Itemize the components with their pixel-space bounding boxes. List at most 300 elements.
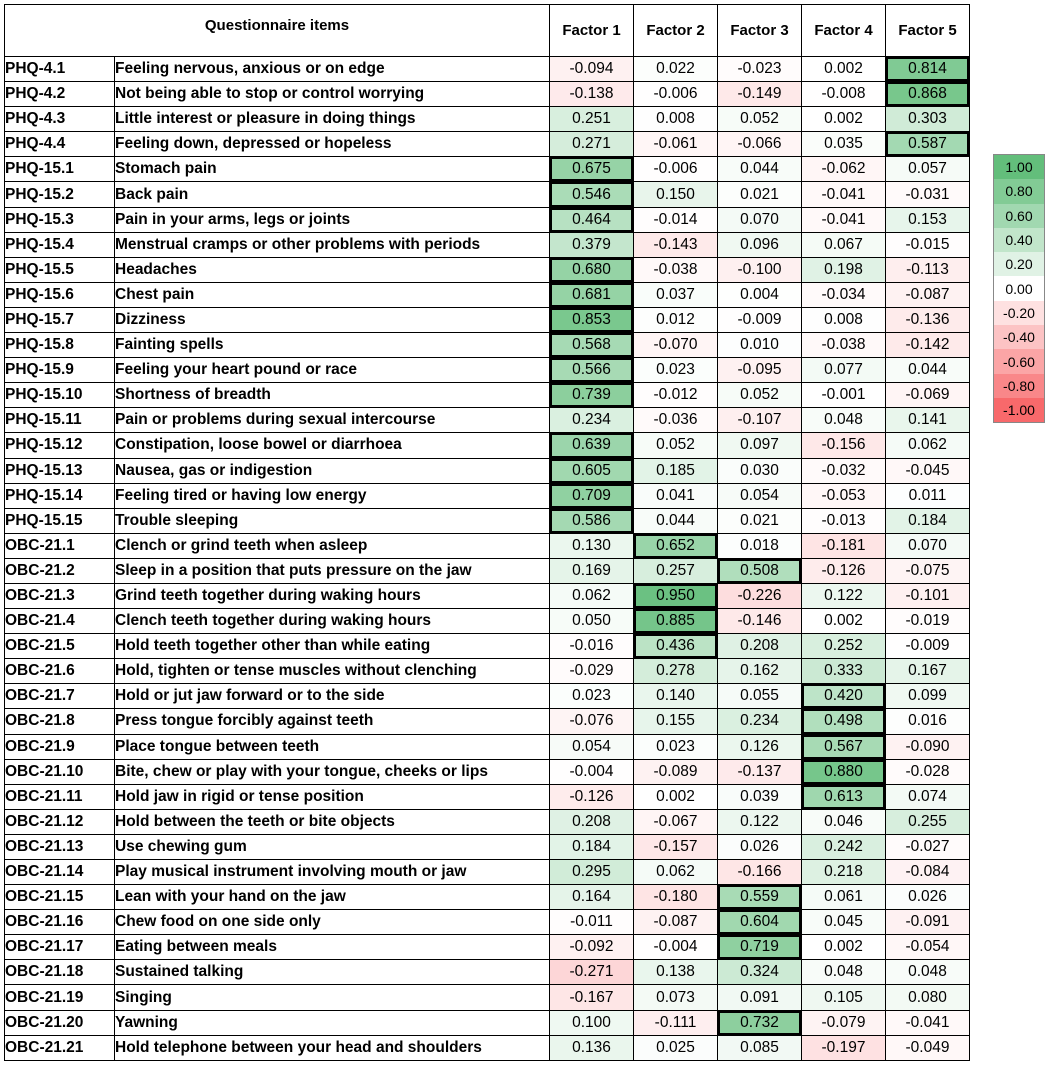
- table-row: [5, 157, 970, 182]
- table-row: [5, 985, 970, 1010]
- loading-cell: -0.146: [718, 609, 802, 634]
- loading-cell: -0.095: [718, 358, 802, 383]
- loading-cell: 0.030: [718, 458, 802, 483]
- factor-loadings-table: [4, 4, 970, 1061]
- table-row: [5, 107, 970, 132]
- loading-cell: 0.018: [718, 533, 802, 558]
- loading-cell: 0.155: [634, 709, 718, 734]
- item-label: Bite, chew or play with your tongue, cheeks or lips: [115, 759, 550, 784]
- table-row: [5, 408, 970, 433]
- loading-cell: 0.044: [886, 358, 970, 383]
- loading-cell: 0.639: [550, 433, 634, 458]
- loading-cell: 0.011: [886, 483, 970, 508]
- item-code: PHQ-15.4: [5, 232, 115, 257]
- item-code: PHQ-4.1: [5, 57, 115, 82]
- table-row: [5, 659, 970, 684]
- loading-cell: 0.052: [718, 383, 802, 408]
- loading-cell: -0.014: [634, 207, 718, 232]
- item-code: OBC-21.13: [5, 834, 115, 859]
- loading-cell: 0.004: [718, 282, 802, 307]
- loading-cell: 0.680: [550, 257, 634, 282]
- loading-cell: -0.029: [550, 659, 634, 684]
- loading-cell: 0.732: [718, 1010, 802, 1035]
- loading-cell: 0.067: [802, 232, 886, 257]
- item-label: Hold or jut jaw forward or to the side: [115, 684, 550, 709]
- loading-cell: 0.057: [886, 157, 970, 182]
- loading-cell: 0.379: [550, 232, 634, 257]
- loading-cell: 0.739: [550, 383, 634, 408]
- loading-cell: -0.181: [802, 533, 886, 558]
- item-label: Sleep in a position that puts pressure on the jaw: [115, 558, 550, 583]
- loading-cell: -0.100: [718, 257, 802, 282]
- loading-cell: -0.076: [550, 709, 634, 734]
- loading-cell: 0.099: [886, 684, 970, 709]
- loading-cell: 0.045: [802, 910, 886, 935]
- loading-cell: 0.604: [718, 910, 802, 935]
- loading-cell: 0.046: [802, 809, 886, 834]
- table-body: [5, 57, 970, 1061]
- item-label: Pain in your arms, legs or joints: [115, 207, 550, 232]
- item-label: Menstrual cramps or other problems with periods: [115, 232, 550, 257]
- table-row: [5, 860, 970, 885]
- item-code: OBC-21.18: [5, 960, 115, 985]
- loading-cell: -0.092: [550, 935, 634, 960]
- loading-cell: -0.036: [634, 408, 718, 433]
- item-label: Dizziness: [115, 307, 550, 332]
- table-row: [5, 734, 970, 759]
- item-label: Back pain: [115, 182, 550, 207]
- loading-cell: 0.420: [802, 684, 886, 709]
- loading-cell: -0.054: [886, 935, 970, 960]
- loading-cell: 0.026: [886, 885, 970, 910]
- item-code: OBC-21.8: [5, 709, 115, 734]
- loading-cell: -0.087: [634, 910, 718, 935]
- item-code: PHQ-15.3: [5, 207, 115, 232]
- table-row: [5, 533, 970, 558]
- item-label: Sustained talking: [115, 960, 550, 985]
- loading-cell: 0.136: [550, 1035, 634, 1060]
- loading-cell: -0.013: [802, 508, 886, 533]
- loading-cell: -0.067: [634, 809, 718, 834]
- item-label: Place tongue between teeth: [115, 734, 550, 759]
- legend-swatch: 0.40: [994, 228, 1045, 252]
- loading-cell: 0.055: [718, 684, 802, 709]
- loading-cell: 0.002: [634, 784, 718, 809]
- item-code: OBC-21.9: [5, 734, 115, 759]
- loading-cell: -0.069: [886, 383, 970, 408]
- item-code: OBC-21.21: [5, 1035, 115, 1060]
- item-code: PHQ-15.14: [5, 483, 115, 508]
- loading-cell: -0.271: [550, 960, 634, 985]
- item-label: Singing: [115, 985, 550, 1010]
- loading-cell: 0.073: [634, 985, 718, 1010]
- loading-cell: -0.156: [802, 433, 886, 458]
- loading-cell: 0.122: [802, 583, 886, 608]
- header-factor-2: Factor 2: [634, 5, 718, 57]
- loading-cell: 0.037: [634, 282, 718, 307]
- item-label: Yawning: [115, 1010, 550, 1035]
- loading-cell: 0.085: [718, 1035, 802, 1060]
- loading-cell: 0.255: [886, 809, 970, 834]
- item-label: Hold teeth together other than while eating: [115, 634, 550, 659]
- loading-cell: -0.023: [718, 57, 802, 82]
- item-code: PHQ-15.10: [5, 383, 115, 408]
- loading-cell: -0.062: [802, 157, 886, 182]
- loading-cell: -0.137: [718, 759, 802, 784]
- loading-cell: 0.252: [802, 634, 886, 659]
- item-label: Play musical instrument involving mouth or jaw: [115, 860, 550, 885]
- table-row: [5, 809, 970, 834]
- loading-cell: 0.150: [634, 182, 718, 207]
- loading-cell: -0.084: [886, 860, 970, 885]
- item-label: Pain or problems during sexual intercourse: [115, 408, 550, 433]
- item-code: PHQ-15.7: [5, 307, 115, 332]
- item-label: Press tongue forcibly against teeth: [115, 709, 550, 734]
- item-code: OBC-21.19: [5, 985, 115, 1010]
- loading-cell: -0.008: [802, 82, 886, 107]
- loading-cell: 0.002: [802, 609, 886, 634]
- loading-cell: 0.044: [634, 508, 718, 533]
- item-code: OBC-21.5: [5, 634, 115, 659]
- loading-cell: 0.021: [718, 508, 802, 533]
- loading-cell: 0.122: [718, 809, 802, 834]
- loading-cell: 0.130: [550, 533, 634, 558]
- item-label: Fainting spells: [115, 333, 550, 358]
- loading-cell: 0.077: [802, 358, 886, 383]
- table-row: [5, 82, 970, 107]
- loading-cell: -0.157: [634, 834, 718, 859]
- loading-cell: -0.066: [718, 132, 802, 157]
- table-row: [5, 609, 970, 634]
- item-label: Feeling nervous, anxious or on edge: [115, 57, 550, 82]
- table-row: [5, 182, 970, 207]
- loading-cell: -0.126: [550, 784, 634, 809]
- loading-cell: 0.605: [550, 458, 634, 483]
- loading-cell: 0.022: [634, 57, 718, 82]
- loading-cell: -0.167: [550, 985, 634, 1010]
- loading-cell: -0.101: [886, 583, 970, 608]
- item-code: PHQ-15.11: [5, 408, 115, 433]
- loading-cell: 0.008: [634, 107, 718, 132]
- loading-cell: 0.016: [886, 709, 970, 734]
- item-code: OBC-21.14: [5, 860, 115, 885]
- loading-cell: 0.436: [634, 634, 718, 659]
- loading-cell: 0.885: [634, 609, 718, 634]
- loading-cell: 0.303: [886, 107, 970, 132]
- item-code: PHQ-4.4: [5, 132, 115, 157]
- table-row: [5, 282, 970, 307]
- loading-cell: -0.015: [886, 232, 970, 257]
- item-code: OBC-21.12: [5, 809, 115, 834]
- table-row: [5, 307, 970, 332]
- loading-cell: 0.039: [718, 784, 802, 809]
- loading-cell: 0.185: [634, 458, 718, 483]
- loading-cell: 0.162: [718, 659, 802, 684]
- item-code: PHQ-15.12: [5, 433, 115, 458]
- item-label: Nausea, gas or indigestion: [115, 458, 550, 483]
- table-row: [5, 132, 970, 157]
- header-factor-3: Factor 3: [718, 5, 802, 57]
- loading-cell: 0.464: [550, 207, 634, 232]
- loading-cell: 0.613: [802, 784, 886, 809]
- item-label: Clench teeth together during waking hours: [115, 609, 550, 634]
- table-row: [5, 759, 970, 784]
- loading-cell: 0.048: [802, 408, 886, 433]
- loading-cell: 0.140: [634, 684, 718, 709]
- loading-cell: 0.184: [550, 834, 634, 859]
- table-row: [5, 834, 970, 859]
- loading-cell: -0.138: [550, 82, 634, 107]
- table-row: [5, 232, 970, 257]
- loading-cell: -0.090: [886, 734, 970, 759]
- item-label: Grind teeth together during waking hours: [115, 583, 550, 608]
- loading-cell: 0.052: [718, 107, 802, 132]
- table-row: [5, 483, 970, 508]
- item-code: OBC-21.1: [5, 533, 115, 558]
- item-label: Lean with your hand on the jaw: [115, 885, 550, 910]
- legend-swatch: 0.60: [994, 204, 1045, 228]
- table-row: [5, 358, 970, 383]
- loading-cell: 0.096: [718, 232, 802, 257]
- color-scale-legend: [993, 154, 1045, 423]
- loading-cell: -0.006: [634, 157, 718, 182]
- loading-cell: 0.234: [550, 408, 634, 433]
- loading-cell: -0.001: [802, 383, 886, 408]
- loading-cell: 0.271: [550, 132, 634, 157]
- loading-cell: 0.035: [802, 132, 886, 157]
- loading-cell: -0.004: [550, 759, 634, 784]
- table-row: [5, 433, 970, 458]
- loading-cell: 0.052: [634, 433, 718, 458]
- loading-cell: 0.097: [718, 433, 802, 458]
- table-row: [5, 558, 970, 583]
- item-code: OBC-21.10: [5, 759, 115, 784]
- table-row: [5, 709, 970, 734]
- loading-cell: 0.138: [634, 960, 718, 985]
- loading-cell: 0.880: [802, 759, 886, 784]
- loading-cell: 0.054: [550, 734, 634, 759]
- table-row: [5, 508, 970, 533]
- legend-swatch: -0.40: [994, 325, 1045, 349]
- loading-cell: 0.070: [886, 533, 970, 558]
- loading-cell: 0.198: [802, 257, 886, 282]
- loading-cell: 0.002: [802, 57, 886, 82]
- item-code: OBC-21.17: [5, 935, 115, 960]
- item-label: Stomach pain: [115, 157, 550, 182]
- loading-cell: 0.153: [886, 207, 970, 232]
- loading-cell: 0.091: [718, 985, 802, 1010]
- loading-cell: 0.048: [802, 960, 886, 985]
- loading-cell: 0.050: [550, 609, 634, 634]
- loading-cell: 0.021: [718, 182, 802, 207]
- table-row: [5, 207, 970, 232]
- table-row: [5, 1010, 970, 1035]
- loading-cell: -0.053: [802, 483, 886, 508]
- item-label: Hold between the teeth or bite objects: [115, 809, 550, 834]
- item-code: OBC-21.3: [5, 583, 115, 608]
- item-label: Trouble sleeping: [115, 508, 550, 533]
- item-label: Hold, tighten or tense muscles without clenching: [115, 659, 550, 684]
- table-row: [5, 684, 970, 709]
- loading-cell: -0.091: [886, 910, 970, 935]
- loading-cell: 0.568: [550, 333, 634, 358]
- item-code: PHQ-15.2: [5, 182, 115, 207]
- loading-cell: 0.559: [718, 885, 802, 910]
- loading-cell: 0.868: [886, 82, 970, 107]
- item-code: OBC-21.20: [5, 1010, 115, 1035]
- loading-cell: 0.062: [634, 860, 718, 885]
- loading-cell: -0.019: [886, 609, 970, 634]
- table-row: [5, 885, 970, 910]
- item-label: Hold telephone between your head and shoulders: [115, 1035, 550, 1060]
- loading-cell: -0.006: [634, 82, 718, 107]
- loading-cell: 0.062: [886, 433, 970, 458]
- loading-cell: 0.586: [550, 508, 634, 533]
- loading-cell: -0.061: [634, 132, 718, 157]
- loading-cell: -0.094: [550, 57, 634, 82]
- item-label: Constipation, loose bowel or diarrhoea: [115, 433, 550, 458]
- header-factor-5: Factor 5: [886, 5, 970, 57]
- loading-cell: 0.044: [718, 157, 802, 182]
- loading-cell: 0.002: [802, 107, 886, 132]
- loading-cell: 0.675: [550, 157, 634, 182]
- loading-cell: 0.054: [718, 483, 802, 508]
- loading-cell: 0.242: [802, 834, 886, 859]
- loading-cell: -0.111: [634, 1010, 718, 1035]
- loading-cell: 0.218: [802, 860, 886, 885]
- loading-cell: -0.143: [634, 232, 718, 257]
- item-label: Chest pain: [115, 282, 550, 307]
- loading-cell: -0.107: [718, 408, 802, 433]
- table-row: [5, 960, 970, 985]
- item-label: Chew food on one side only: [115, 910, 550, 935]
- loading-cell: 0.681: [550, 282, 634, 307]
- loading-cell: -0.009: [718, 307, 802, 332]
- loading-cell: -0.031: [886, 182, 970, 207]
- loading-cell: 0.278: [634, 659, 718, 684]
- item-code: OBC-21.16: [5, 910, 115, 935]
- loading-cell: 0.074: [886, 784, 970, 809]
- loading-cell: -0.041: [802, 182, 886, 207]
- table-row: [5, 57, 970, 82]
- item-code: PHQ-15.8: [5, 333, 115, 358]
- item-code: PHQ-4.2: [5, 82, 115, 107]
- loading-cell: -0.049: [886, 1035, 970, 1060]
- item-label: Eating between meals: [115, 935, 550, 960]
- loading-cell: 0.164: [550, 885, 634, 910]
- item-label: Feeling tired or having low energy: [115, 483, 550, 508]
- loading-cell: -0.136: [886, 307, 970, 332]
- loading-cell: 0.023: [634, 358, 718, 383]
- table-row: [5, 1035, 970, 1060]
- loading-cell: 0.587: [886, 132, 970, 157]
- loading-cell: 0.295: [550, 860, 634, 885]
- loading-cell: 0.025: [634, 1035, 718, 1060]
- item-code: PHQ-15.5: [5, 257, 115, 282]
- loading-cell: 0.002: [802, 935, 886, 960]
- table-row: [5, 784, 970, 809]
- loading-cell: -0.012: [634, 383, 718, 408]
- loading-cell: -0.041: [802, 207, 886, 232]
- table-row: [5, 257, 970, 282]
- loading-cell: 0.023: [634, 734, 718, 759]
- item-code: PHQ-15.1: [5, 157, 115, 182]
- loading-cell: -0.087: [886, 282, 970, 307]
- loading-cell: 0.719: [718, 935, 802, 960]
- legend-swatch: -0.80: [994, 374, 1045, 398]
- loading-cell: 0.041: [634, 483, 718, 508]
- loading-cell: 0.546: [550, 182, 634, 207]
- loading-cell: 0.126: [718, 734, 802, 759]
- loading-cell: 0.062: [550, 583, 634, 608]
- loading-cell: 0.709: [550, 483, 634, 508]
- loading-cell: -0.142: [886, 333, 970, 358]
- loading-cell: -0.075: [886, 558, 970, 583]
- item-code: OBC-21.15: [5, 885, 115, 910]
- loading-cell: 0.234: [718, 709, 802, 734]
- item-label: Feeling your heart pound or race: [115, 358, 550, 383]
- legend-swatch: -0.60: [994, 349, 1045, 373]
- table-row: [5, 910, 970, 935]
- loading-cell: -0.034: [802, 282, 886, 307]
- legend-swatch: 0.00: [994, 276, 1045, 300]
- loading-cell: -0.041: [886, 1010, 970, 1035]
- item-label: Little interest or pleasure in doing things: [115, 107, 550, 132]
- loading-cell: -0.149: [718, 82, 802, 107]
- item-code: PHQ-15.15: [5, 508, 115, 533]
- loading-cell: 0.853: [550, 307, 634, 332]
- loading-cell: 0.652: [634, 533, 718, 558]
- loading-cell: 0.498: [802, 709, 886, 734]
- loading-cell: 0.023: [550, 684, 634, 709]
- loading-cell: 0.012: [634, 307, 718, 332]
- item-code: PHQ-15.13: [5, 458, 115, 483]
- loading-cell: 0.208: [550, 809, 634, 834]
- item-code: OBC-21.6: [5, 659, 115, 684]
- item-code: PHQ-15.6: [5, 282, 115, 307]
- loading-cell: 0.100: [550, 1010, 634, 1035]
- item-label: Shortness of breadth: [115, 383, 550, 408]
- loading-cell: -0.126: [802, 558, 886, 583]
- loading-cell: -0.038: [634, 257, 718, 282]
- loading-cell: 0.251: [550, 107, 634, 132]
- loading-cell: 0.169: [550, 558, 634, 583]
- table-row: [5, 634, 970, 659]
- item-label: Hold jaw in rigid or tense position: [115, 784, 550, 809]
- loading-cell: 0.814: [886, 57, 970, 82]
- loading-cell: -0.089: [634, 759, 718, 784]
- loading-cell: 0.080: [886, 985, 970, 1010]
- loading-cell: -0.079: [802, 1010, 886, 1035]
- loading-cell: -0.027: [886, 834, 970, 859]
- loading-cell: 0.061: [802, 885, 886, 910]
- loading-cell: -0.166: [718, 860, 802, 885]
- loading-cell: 0.167: [886, 659, 970, 684]
- loading-cell: -0.045: [886, 458, 970, 483]
- loading-cell: 0.105: [802, 985, 886, 1010]
- item-code: OBC-21.11: [5, 784, 115, 809]
- loading-cell: 0.141: [886, 408, 970, 433]
- legend-swatch: 0.80: [994, 179, 1045, 203]
- item-code: PHQ-15.9: [5, 358, 115, 383]
- loading-cell: 0.566: [550, 358, 634, 383]
- item-label: Not being able to stop or control worrying: [115, 82, 550, 107]
- item-code: OBC-21.4: [5, 609, 115, 634]
- loading-cell: 0.950: [634, 583, 718, 608]
- table-row: [5, 935, 970, 960]
- loading-cell: 0.008: [802, 307, 886, 332]
- loading-cell: 0.508: [718, 558, 802, 583]
